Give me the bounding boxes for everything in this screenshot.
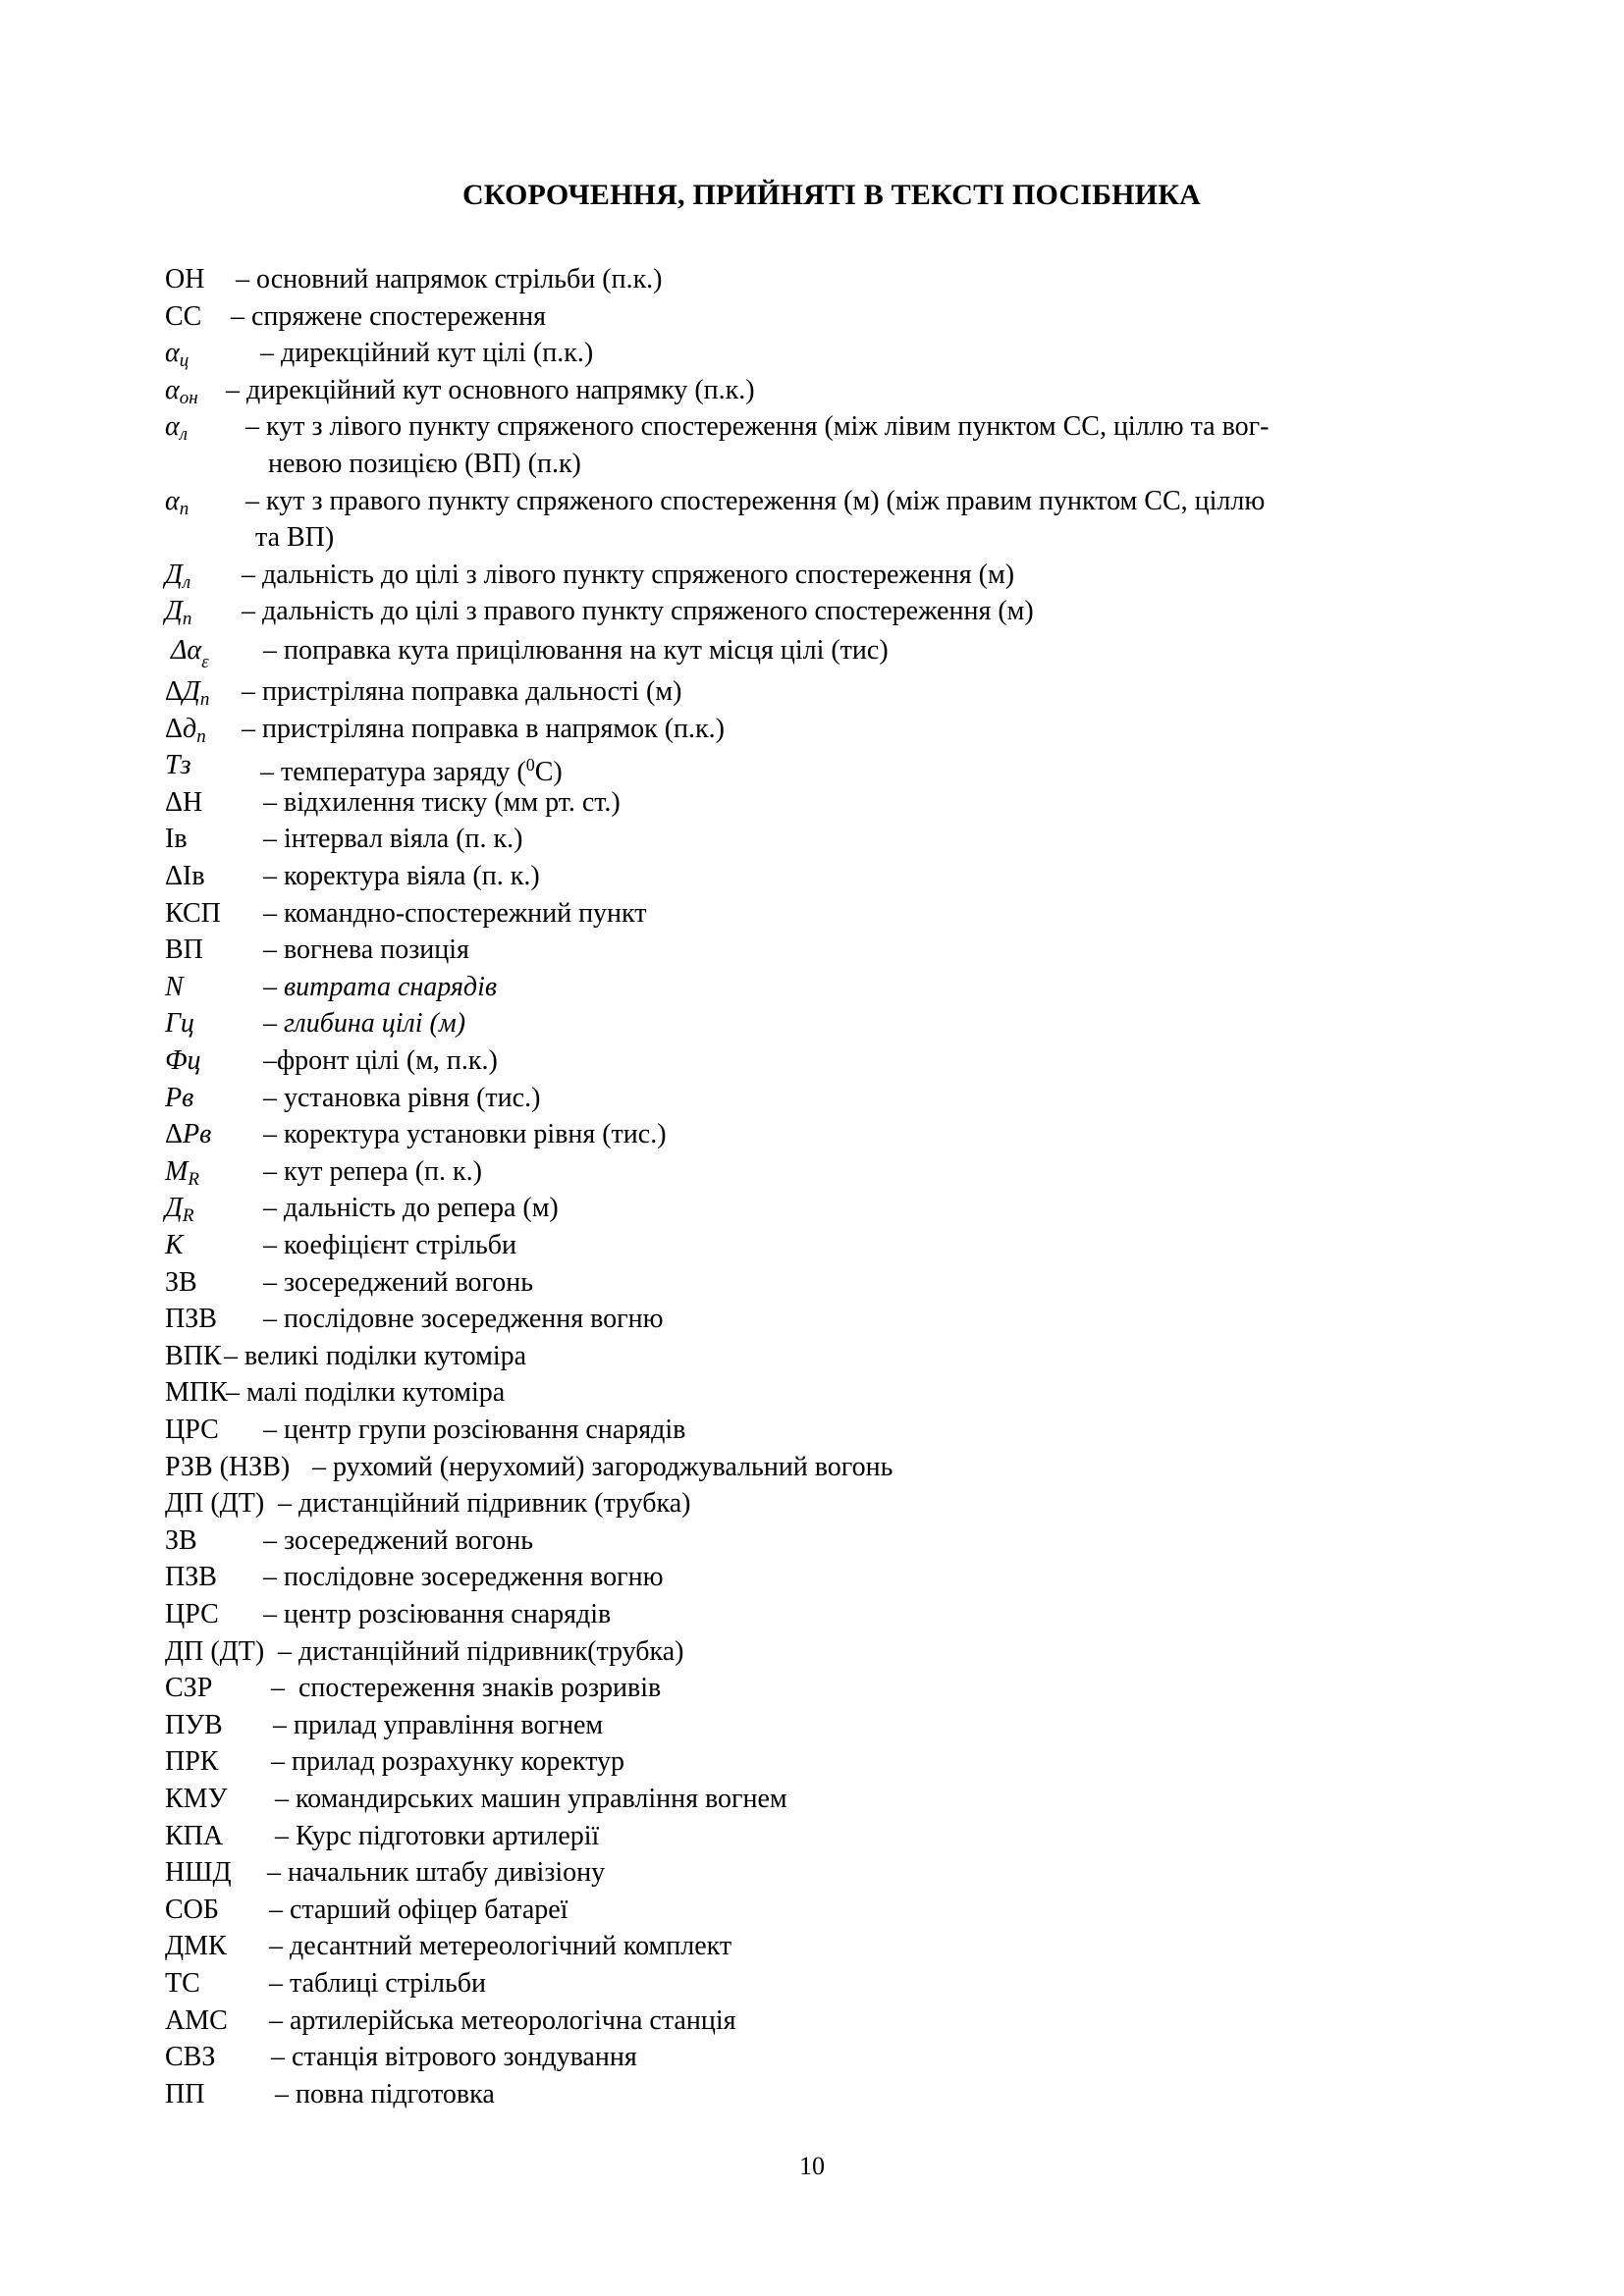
abbreviation-description: – дирекційний кут основного напрямку (п.к.) — [226, 374, 755, 405]
abbreviation-term: $\alpha_л$ — [165, 411, 188, 446]
abbreviation-description: – центр розсіювання снарядів — [263, 1599, 612, 1629]
abbreviation-term: РЗВ (НЗВ) — [165, 1451, 291, 1482]
abbreviation-description: – інтервал віяла (п. к.) — [263, 824, 523, 855]
abbreviation-description: –фронт цілі (м, п.к.) — [263, 1045, 498, 1076]
abbreviation-term: $\alpha_п$ — [165, 485, 189, 519]
abbreviation-term: $Д_R$ — [165, 1193, 194, 1227]
abbreviation-term: НШД — [165, 1857, 232, 1889]
abbreviation-term: ДП (ДТ) — [165, 1635, 265, 1667]
abbreviation-description: – пристріляна поправка в напрямок (п.к.) — [242, 713, 725, 744]
abbreviation-description: – зосереджений вогонь — [263, 1524, 534, 1556]
abbreviation-term: ЗВ — [165, 1266, 197, 1298]
abbreviation-description: – таблиці стрільби — [269, 1968, 487, 1999]
abbreviation-description: – прилад управління вогнем — [273, 1709, 604, 1740]
abbreviation-description: – рухомий (нерухомий) загороджувальний вогонь — [312, 1451, 893, 1482]
abbreviation-description: – старший офіцер батареї — [269, 1894, 568, 1925]
abbreviation-term: $\Delta Д_п$ — [165, 676, 210, 710]
abbreviation-description: – дистанційний підривник (трубка) — [278, 1488, 691, 1520]
abbreviation-description: – глибина цілі (м) — [263, 1008, 466, 1040]
abbreviation-term: Ів — [165, 824, 188, 855]
abbreviation-description: – артилерійська метеорологічна станція — [269, 2004, 736, 2036]
abbreviation-term: $\alpha_{он}$ — [165, 374, 198, 408]
abbreviation-term: $Д_л$ — [165, 559, 191, 593]
abbreviation-description: – дирекційний кут цілі (п.к.) — [260, 338, 594, 369]
abbreviation-term: СОБ — [165, 1894, 219, 1925]
abbreviation-description: – відхилення тиску (мм рт. ст.) — [263, 786, 621, 818]
abbreviation-description: – дальність до цілі з правого пункту спряженого спостереження (м) — [242, 596, 1034, 627]
abbreviation-term: ΔН — [165, 786, 203, 818]
abbreviation-term: $\Delta\alpha_\varepsilon$ — [171, 635, 209, 672]
abbreviation-description: – установка рівня (тис.) — [263, 1082, 541, 1113]
abbreviation-description: – послідовне зосередження вогню — [263, 1304, 664, 1335]
abbreviation-term: СЗР — [165, 1673, 213, 1704]
abbreviation-description: – командирських машин управління вогнем — [275, 1784, 787, 1814]
abbreviation-description: – спостереження знаків розривів — [271, 1673, 662, 1704]
abbreviation-description: – основний напрямок стрільби (п.к.) — [236, 264, 663, 294]
abbreviation-description: – коефіцієнт стрільби — [263, 1230, 516, 1260]
abbreviation-term: ЗВ — [165, 1524, 197, 1556]
abbreviation-description: – кут з лівого пункту спряженого спостереження (між лівим пунктом СС, ціллю та вог- невою позицією (ВП) (п.к) — [245, 411, 1270, 479]
abbreviation-description: – дальність до цілі з лівого пункту спряженого спостереження (м) — [242, 559, 1015, 590]
abbreviation-term: КМУ — [165, 1784, 228, 1814]
abbreviation-term: АМС — [165, 2004, 228, 2036]
abbreviation-term: ЦРС — [165, 1415, 219, 1445]
abbreviation-term: ЦРС — [165, 1599, 219, 1629]
abbreviation-description: – командно-спостережний пункт — [263, 897, 647, 929]
abbreviation-description: – кут з правого пункту спряженого спостереження (м) (між правим пунктом СС, ціллю та ВП) — [245, 485, 1266, 554]
abbreviation-term: Рв — [165, 1082, 194, 1113]
abbreviation-description: – дальність до репера (м) — [263, 1193, 559, 1224]
abbreviation-description: – Курс підготовки артилерії — [275, 1820, 600, 1851]
page-number: 10 — [799, 2152, 825, 2180]
abbreviation-description: – малі поділки кутоміра — [226, 1377, 506, 1409]
abbreviation-description: – поправка кута прицілювання на кут місця цілі (тис) — [263, 635, 889, 666]
abbreviation-description: – десантний метереологічний комплект — [269, 1931, 732, 1962]
abbreviation-term: $\alpha_ц$ — [165, 338, 189, 372]
abbreviation-term: $Д_п$ — [165, 596, 192, 630]
abbreviation-term: $\Delta д_п$ — [165, 713, 206, 747]
abbreviation-description: – дистанційний підривник(трубка) — [278, 1635, 684, 1667]
abbreviation-description: – пристріляна поправка дальності (м) — [242, 676, 682, 707]
abbreviation-term: ПЗВ — [165, 1304, 217, 1335]
abbreviation-description: – температура заряду ($^0$С) — [260, 755, 563, 788]
abbreviation-term: КСП — [165, 897, 221, 929]
abbreviation-term: СС — [165, 300, 202, 332]
abbreviation-term: ПРК — [165, 1746, 219, 1778]
abbreviation-term: $M_R$ — [165, 1155, 199, 1190]
abbreviation-description: – коректура віяла (п. к.) — [263, 861, 540, 891]
abbreviation-description: – станція вітрового зондування — [271, 2042, 637, 2073]
abbreviation-description: – великі поділки кутоміра — [224, 1340, 527, 1371]
abbreviation-term: Тз — [165, 750, 191, 781]
abbreviation-term: СВЗ — [165, 2042, 216, 2073]
abbreviation-description: – зосереджений вогонь — [263, 1266, 534, 1298]
abbreviation-term: N — [165, 971, 184, 1002]
abbreviation-term: ВП — [165, 934, 203, 966]
abbreviation-description: – послідовне зосередження вогню — [263, 1562, 664, 1593]
abbreviation-term: ПЗВ — [165, 1562, 217, 1593]
abbreviation-description: – прилад розрахунку коректур — [271, 1746, 624, 1778]
abbreviation-description: – начальник штабу дивізіону — [267, 1857, 606, 1889]
abbreviation-term: КПА — [165, 1820, 224, 1851]
abbreviation-description: – коректура установки рівня (тис.) — [263, 1119, 667, 1150]
abbreviation-term: Фц — [165, 1045, 201, 1076]
abbreviation-term: К — [165, 1230, 184, 1260]
abbreviation-term: ПП — [165, 2078, 205, 2109]
abbreviation-term: ТС — [165, 1968, 200, 1999]
page-title: СКОРОЧЕННЯ, ПРИЙНЯТІ В ТЕКСТІ ПОСІБНИКА — [461, 179, 1202, 211]
abbreviation-description: – спряжене спостереження — [231, 300, 546, 332]
abbreviation-term: ΔРв — [165, 1119, 212, 1150]
abbreviation-description: – центр групи розсіювання снарядів — [263, 1415, 686, 1445]
abbreviation-term: ДМК — [165, 1931, 227, 1962]
abbreviation-term: ΔІв — [165, 861, 205, 891]
abbreviation-term: ДП (ДТ) — [165, 1488, 265, 1520]
abbreviation-description: – вогнева позиція — [263, 934, 469, 966]
abbreviation-term: МПК — [165, 1377, 228, 1409]
abbreviation-term: ПУВ — [165, 1709, 223, 1740]
abbreviation-description: – повна підготовка — [275, 2078, 495, 2109]
abbreviation-description: – кут репера (п. к.) — [263, 1155, 482, 1187]
abbreviation-term: ОН — [165, 264, 205, 294]
abbreviation-term: Гц — [165, 1008, 194, 1040]
abbreviation-term: ВПК — [165, 1340, 222, 1371]
abbreviation-description: – витрата снарядів — [263, 971, 497, 1002]
